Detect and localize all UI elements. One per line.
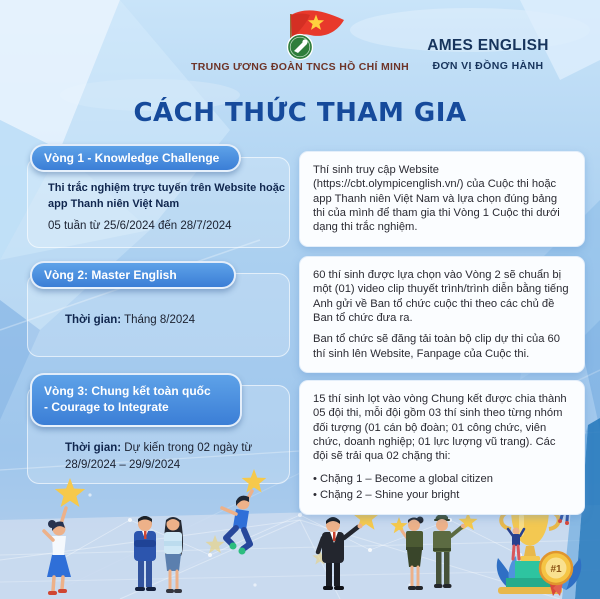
partner-role: ĐƠN VỊ ĐỒNG HÀNH [432,60,544,72]
round2-time [65,312,290,328]
round1-badge-label: Vòng 1 - Knowledge Challenge [44,151,220,165]
star-icon [242,469,267,493]
star-icon [390,517,407,533]
round1-schedule: 05 tuần từ 25/6/2024 đến 28/7/2024 [48,220,232,232]
round2-detail-card [299,256,585,373]
round2-detail-paragraph: Ban tổ chức sẽ đăng tải toàn bộ clip dự thi của 60 thí sinh lên Website, Fanpage của Cuộc thi. [313,333,560,360]
round2-detail-paragraph: 60 thí sinh được lựa chọn vào Vòng 2 sẽ chuẩn bị một (01) video clip thuyết trình/trình diễn bằng tiếng Anh gửi về Ban tổ chức cuộc thi theo các chủ đề Ban tổ chức đưa ra. [313,269,569,324]
round3-time-label: Thời gian: [65,442,122,454]
round3-stage-item: • Chặng 2 – Shine your bright [313,488,460,501]
round3-detail-card [299,380,585,515]
round2-badge [30,261,236,289]
page-title: CÁCH THỨC THAM GIA [133,98,467,128]
round3-badge-line1: Vòng 3: Chung kết toàn quốc [44,384,211,399]
round1-detail-paragraph: Thí sinh truy cập Website (https://cbt.olympicenglish.vn/) của Cuộc thi hoặc app Thanh niên Việt Nam và lựa chọn đúng bảng thi của mình để tham gia thi Vòng 1 Cuộc thi dưới dạng thi trắc nghiệm. [313,164,560,234]
person-man-black-suit [318,504,380,591]
star-icon [205,535,224,553]
round1-summary: Thi trắc nghiệm trực tuyến trên Website hoặc app Thanh niên Việt Nam [48,182,285,210]
round2-time-value: Tháng 8/2024 [124,314,196,326]
person-man-uniform [433,512,478,588]
person-woman-uniform [390,517,423,591]
round1-detail-card [299,151,585,247]
round1-badge [30,144,241,172]
person-jumping-star [222,469,266,555]
round3-stages-list [313,471,571,503]
round2-badge-label: Vòng 2: Master English [44,268,177,282]
round3-badge-line2: - Courage to Integrate [44,400,169,414]
round3-time-value: Dự kiến trong 02 ngày từ 28/9/2024 – 29/9/2024 [65,442,253,471]
round3-stage-item: • Chặng 1 – Become a global citizen [313,472,493,485]
person-man-suit [134,516,156,591]
round3-badge [30,373,242,427]
round3-detail-paragraph: 15 thí sinh lọt vào vòng Chung kết được chia thành 05 đội thi, mỗi đội gồm 03 thí sinh theo từng nhóm đối tượng (01 cán bộ đoàn; 01 công chức, viên chức, doanh nghiệp; 01 lực lượng vũ trang). Các đội sẽ trải qua 02 chặng thi: [313,393,567,463]
round2-time-label: Thời gian: [65,314,122,326]
partner-block [398,37,578,72]
youth-union-flag-icon [254,10,346,62]
person-woman-lightblue [164,517,183,593]
org-name: TRUNG ƯƠNG ĐOÀN TNCS HỒ CHÍ MINH [190,61,409,73]
person-woman-star [44,478,85,595]
star-icon [55,478,85,507]
person-climber-left [508,528,524,560]
medal-rank-label: #1 [550,564,562,575]
partner-name: AMES ENGLISH [427,37,549,54]
